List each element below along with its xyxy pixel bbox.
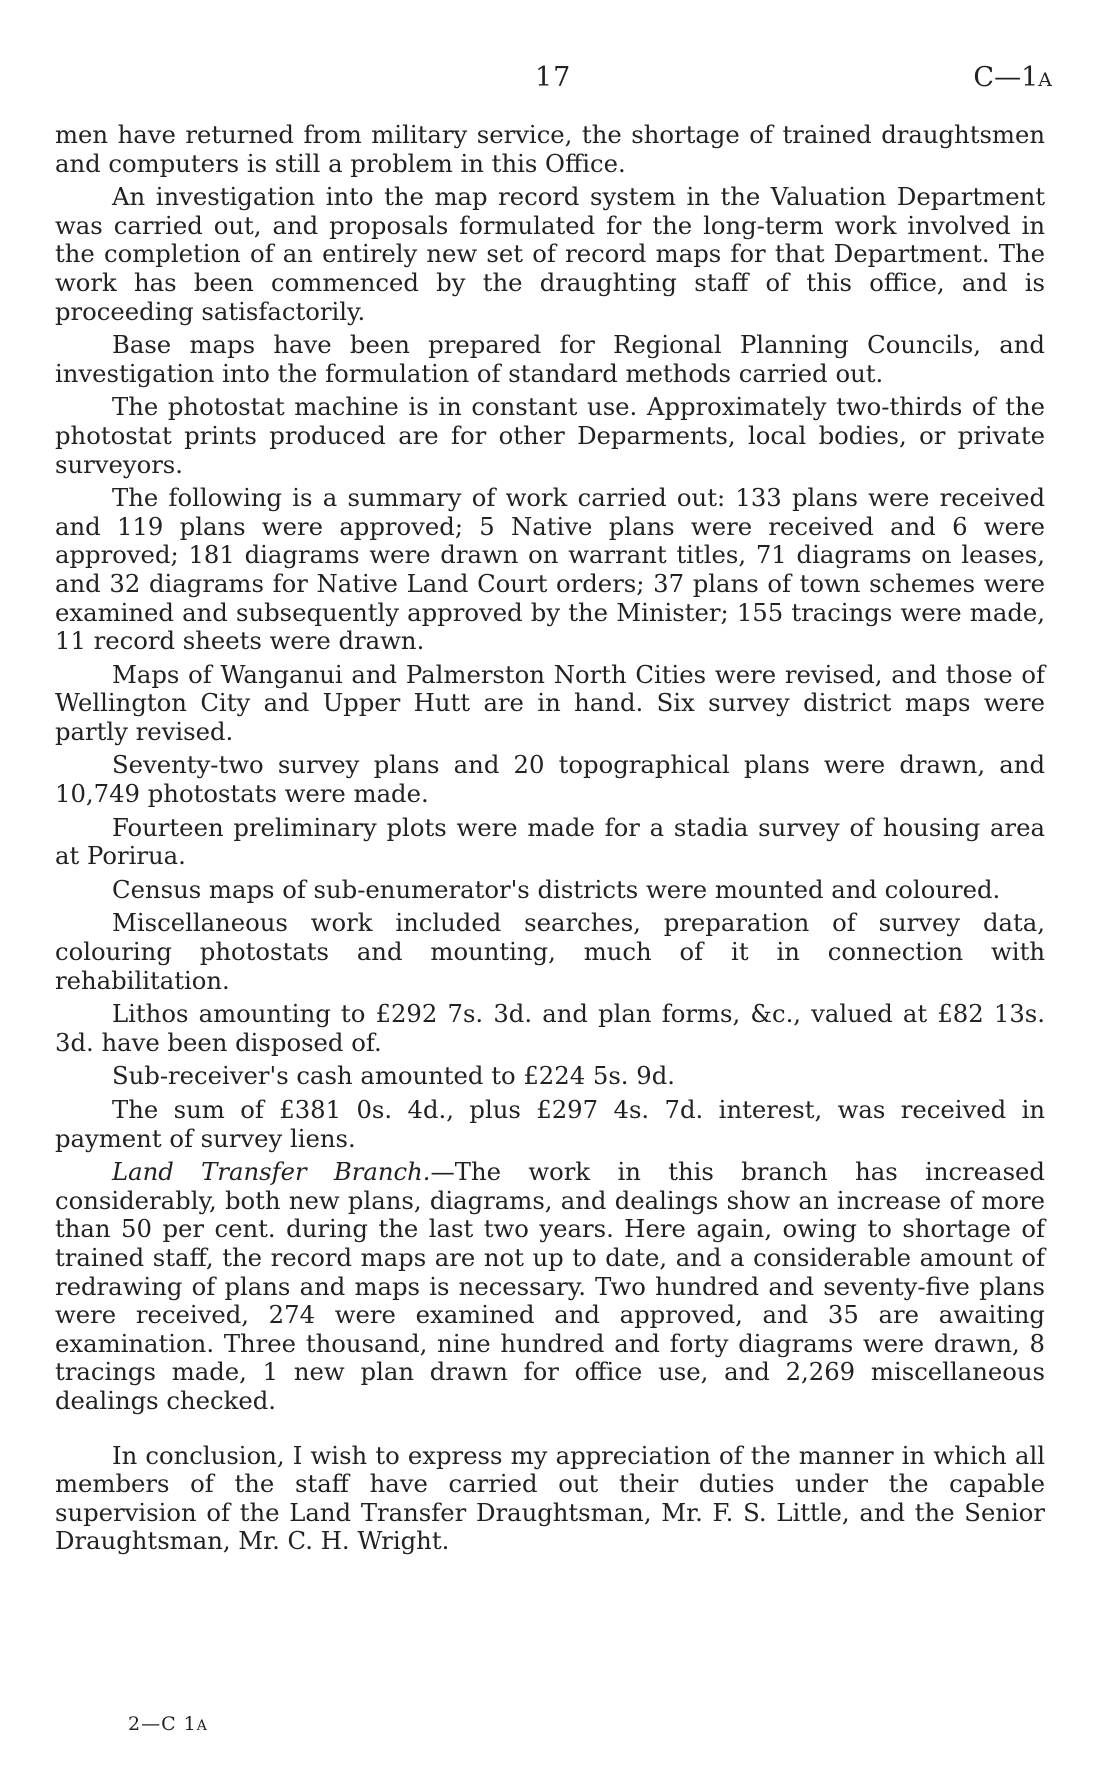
- paragraph-valuation-investigation: An investigation into the map record system in the Valuation Department was carried out, and proposals formulated for the long-term work involved in the completion of an entirely new set of record maps for that Department. The work has been commenced by the draughting staff of this office, and is proceeding satisfactorily.: [55, 182, 1045, 326]
- paragraph-lithos: Lithos amounting to £292 7s. 3d. and plan forms, &c., valued at £82 13s. 3d. have been disposed of.: [55, 999, 1045, 1057]
- footer-reference-suffix: A: [196, 1718, 208, 1734]
- paragraph-census-maps: Census maps of sub-enumerator's districts were mounted and coloured.: [112, 874, 1001, 904]
- page-number: 17: [535, 62, 572, 93]
- footer-signature-reference: [128, 1713, 208, 1735]
- paragraph-base-maps: Base maps have been prepared for Regional Planning Councils, and investigation into the formulation of standard methods carried out.: [55, 330, 1045, 388]
- paragraph-survey-plans: Seventy-two survey plans and 20 topographical plans were drawn, and 10,749 photostats were made.: [55, 750, 1045, 809]
- body-text: [55, 121, 1045, 1561]
- paragraph-preliminary-plots: Fourteen preliminary plots were made for a stadia survey of housing area at Porirua.: [55, 812, 1045, 871]
- paragraph-land-transfer: [55, 1158, 1045, 1415]
- document-reference-main: C—1: [973, 62, 1039, 93]
- document-reference: [973, 62, 1052, 93]
- footer-reference-main: 2—C 1: [128, 1713, 197, 1735]
- document-reference-suffix: A: [1038, 69, 1052, 91]
- paragraph-sub-receiver: Sub-receiver's cash amounted to £224 5s. 9d.: [112, 1061, 675, 1091]
- paragraph-work-summary: The following is a summary of work carried out: 133 plans were received and 119 plans were approved; 5 Native plans were received and 6 were approved; 181 diagrams were drawn on warrant titles, 71 diagrams on leases, and 32 diagrams for Native Land Court orders; 37 plans of town schemes were examined and subsequently approved by the Minister; 155 tracings were made, 11 record sheets were drawn.: [55, 483, 1045, 656]
- paragraph-conclusion: In conclusion, I wish to express my appreciation of the manner in which all members of the staff have carried out their duties under the capable supervision of the Land Transfer Draughtsman, Mr. F. S. Little, and the Senior Draughtsman, Mr. C. H. Wright.: [55, 1440, 1045, 1556]
- paragraph-continuation: men have returned from military service, the shortage of trained draughtsmen and computers is still a problem in this Office.: [55, 120, 1045, 178]
- land-transfer-text: —The work in this branch has increased considerably, both new plans, diagrams, and dealings show an increase of more than 50 per cent. during the last two years. Here again, owing to shortage of trained staff, the record maps are not up to date, and a considerable amount of redrawing of plans and maps is necessary. Two hundred and seventy-five plans were received, 274 were examined and approved, and 35 are awaiting examination. Three thousand, nine hundred and forty diagrams were drawn, 8 tracings made, 1 new plan drawn for office use, and 2,269 miscellaneous dealings checked.: [55, 1157, 1045, 1415]
- paragraph-survey-liens: The sum of £381 0s. 4d., plus £297 4s. 7d. interest, was received in payment of survey liens.: [55, 1095, 1045, 1153]
- paragraph-city-maps: Maps of Wanganui and Palmerston North Cities were revised, and those of Wellington City and Upper Hutt are in hand. Six survey district maps were partly revised.: [55, 659, 1045, 746]
- paragraph-photostat: The photostat machine is in constant use. Approximately two-thirds of the photostat prints produced are for other Deparments, local bodies, or private surveyors.: [55, 392, 1045, 479]
- paragraph-miscellaneous: Miscellaneous work included searches, preparation of survey data, colouring photostats and mounting, much of it in connection with rehabilitation.: [55, 908, 1045, 995]
- page-header: [0, 62, 1114, 102]
- land-transfer-heading: Land Transfer Branch.: [112, 1157, 431, 1187]
